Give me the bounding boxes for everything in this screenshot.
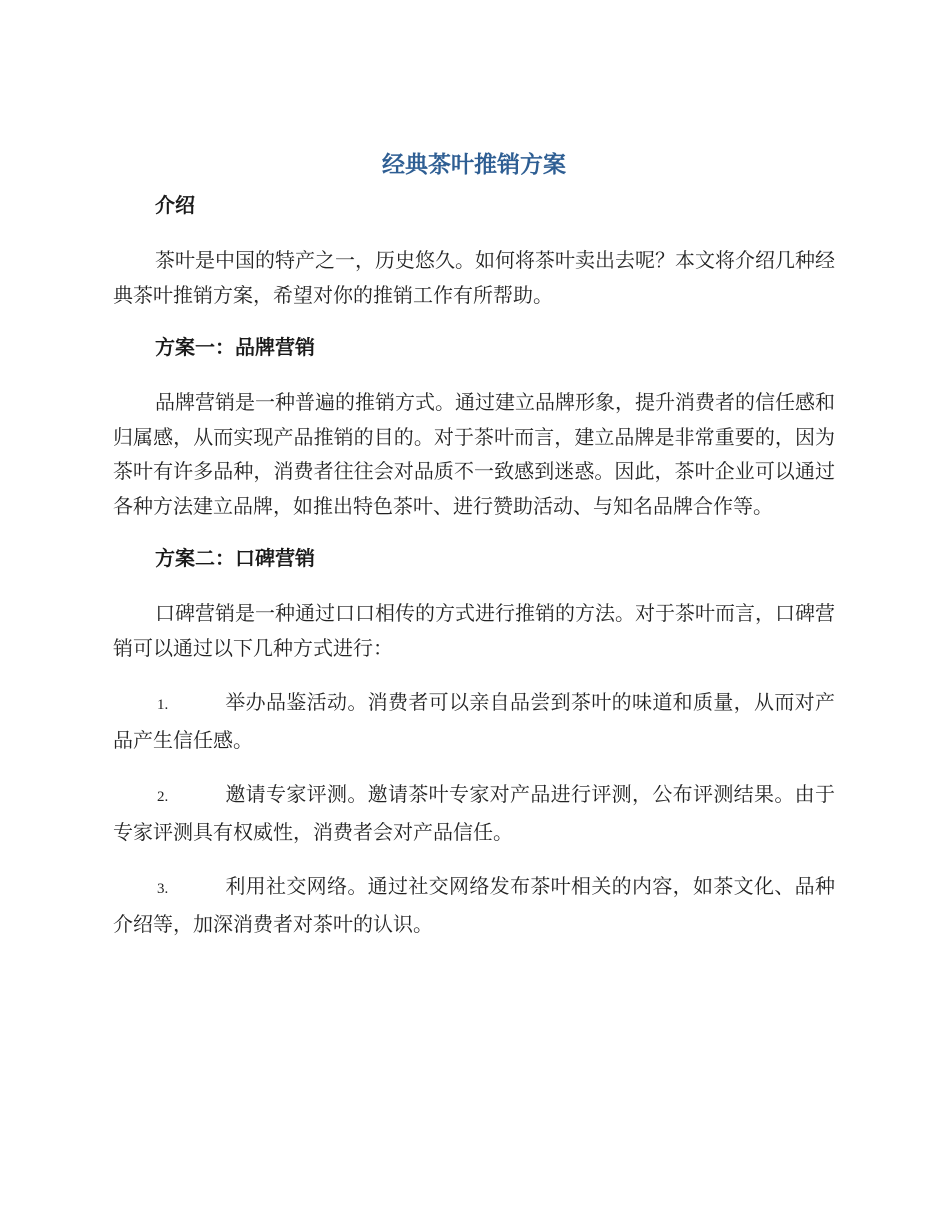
list-item-text: 举办品鉴活动。消费者可以亲自品尝到茶叶的味道和质量，从而对产品产生信任感。 xyxy=(113,690,835,752)
paragraph-plan-1: 品牌营销是一种普遍的推销方式。通过建立品牌形象，提升消费者的信任感和归属感，从而实现产品推销的目的。对于茶叶而言，建立品牌是非常重要的，因为茶叶有许多品种，消费者往往会对品质不一致感到迷惑。因此，茶叶企业可以通过各种方法建立品牌，如推出特色茶叶、进行赞助活动、与知名品牌合作等。 xyxy=(113,390,835,518)
section-heading-intro: 介绍 xyxy=(155,193,195,217)
list-item xyxy=(113,777,835,849)
paragraph-intro: 茶叶是中国的特产之一，历史悠久。如何将茶叶卖出去呢？本文将介绍几种经典茶叶推销方案，希望对你的推销工作有所帮助。 xyxy=(113,248,835,307)
list-item-number: 3. xyxy=(157,881,169,897)
document-body xyxy=(113,148,835,961)
page-title: 经典茶叶推销方案 xyxy=(382,152,566,178)
list-item xyxy=(113,869,835,941)
list-item-number: 2. xyxy=(157,789,169,805)
section-heading-plan-1: 方案一：品牌营销 xyxy=(155,335,315,359)
section-heading-plan-2: 方案二：口碑营销 xyxy=(155,546,315,570)
list-item-text: 邀请专家评测。邀请茶叶专家对产品进行评测，公布评测结果。由于专家评测具有权威性，消费者会对产品信任。 xyxy=(113,782,835,844)
paragraph-plan-2: 口碑营销是一种通过口口相传的方式进行推销的方法。对于茶叶而言，口碑营销可以通过以下几种方式进行： xyxy=(113,601,835,660)
list-item xyxy=(113,685,835,757)
list-item-text: 利用社交网络。通过社交网络发布茶叶相关的内容，如茶文化、品种介绍等，加深消费者对茶叶的认识。 xyxy=(113,874,835,936)
list-item-number: 1. xyxy=(157,697,169,713)
